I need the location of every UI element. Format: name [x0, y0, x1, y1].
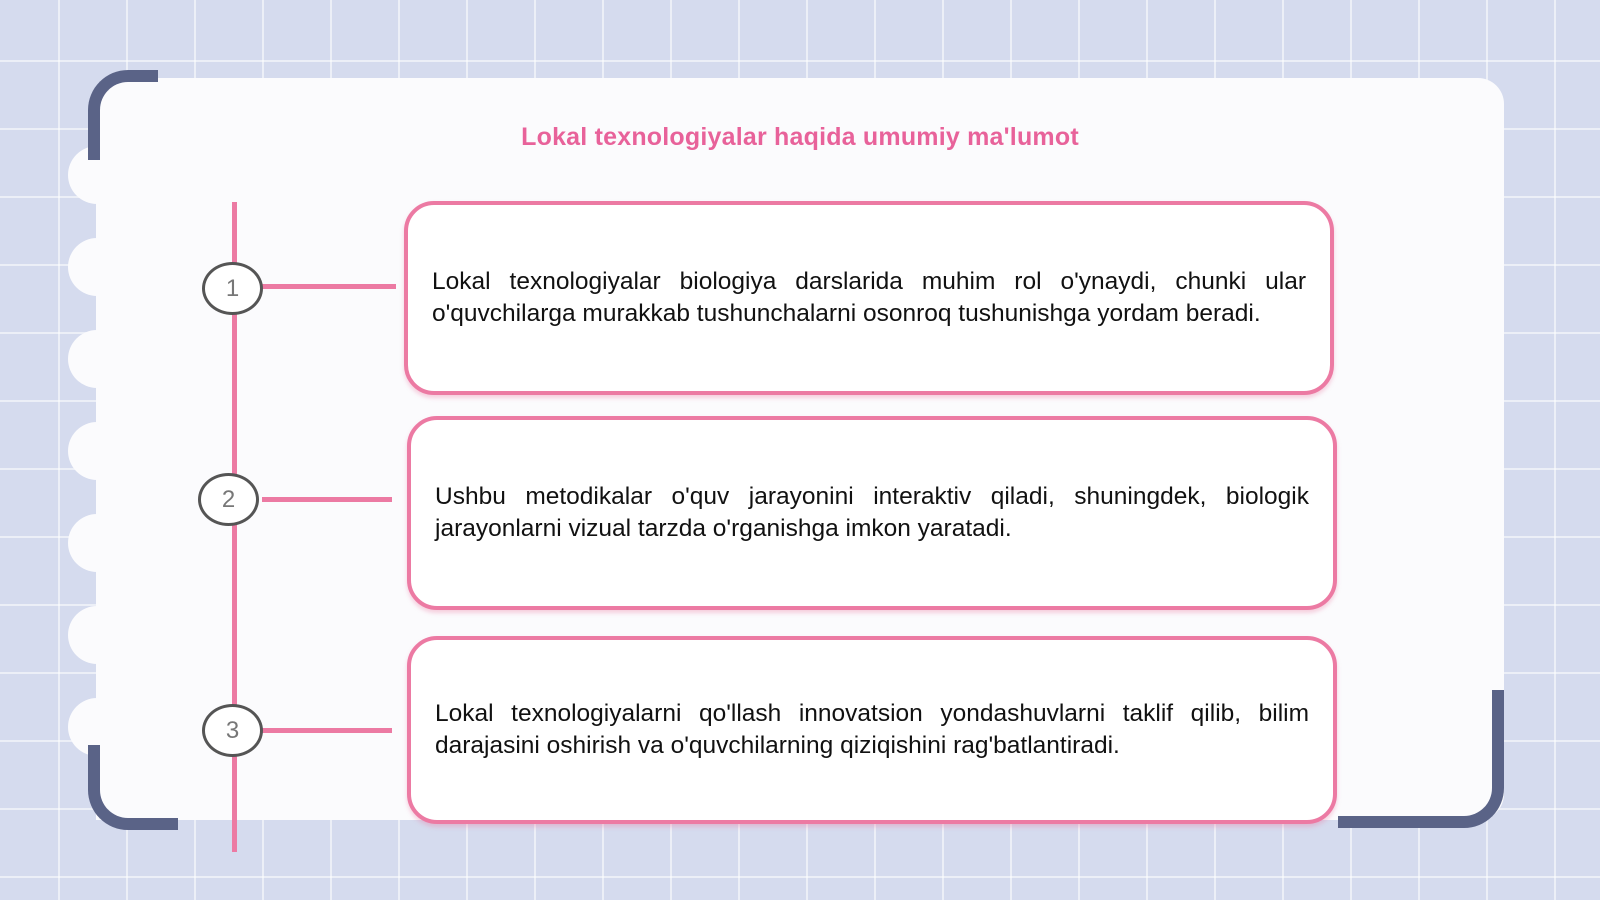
corner-bracket-bottom-right: [1338, 690, 1504, 828]
step-number-3: 3: [202, 704, 263, 757]
paper-scallop: [68, 330, 126, 388]
info-card-3: [407, 636, 1337, 824]
info-card-2: [407, 416, 1337, 610]
paper-scallop: [68, 422, 126, 480]
info-card-text-1: Lokal texnologiyalar biologiya darslarida muhim rol o'ynaydi, chunki ular o'quvchilarga murakkab tushunchalarni osonroq tushunishga yordam beradi.: [432, 268, 1306, 327]
info-card-text-2: Ushbu metodikalar o'quv jarayonini interaktiv qiladi, shuningdek, biologik jarayonlarni vizual tarzda o'rganishga imkon yaratadi.: [435, 483, 1309, 542]
info-card-text-3: Lokal texnologiyalarni qo'llash innovatsion yondashuvlarni taklif qilib, bilim darajasini oshirish va o'quvchilarning qiziqishini rag'batlantiradi.: [435, 700, 1309, 759]
corner-bracket-top-left: [88, 70, 158, 160]
paper-scallop: [68, 606, 126, 664]
info-card-1: [404, 201, 1334, 395]
paper-scallop: [68, 238, 126, 296]
step-number-2: 2: [198, 473, 259, 526]
paper-scallop: [68, 514, 126, 572]
corner-bracket-bottom-left: [88, 745, 178, 830]
timeline-connector-3: [262, 728, 392, 733]
timeline-connector-2: [262, 497, 392, 502]
slide-title: Lokal texnologiyalar haqida umumiy ma'lumot: [521, 123, 1079, 151]
step-number-1: 1: [202, 262, 263, 315]
timeline-connector-1: [262, 284, 396, 289]
